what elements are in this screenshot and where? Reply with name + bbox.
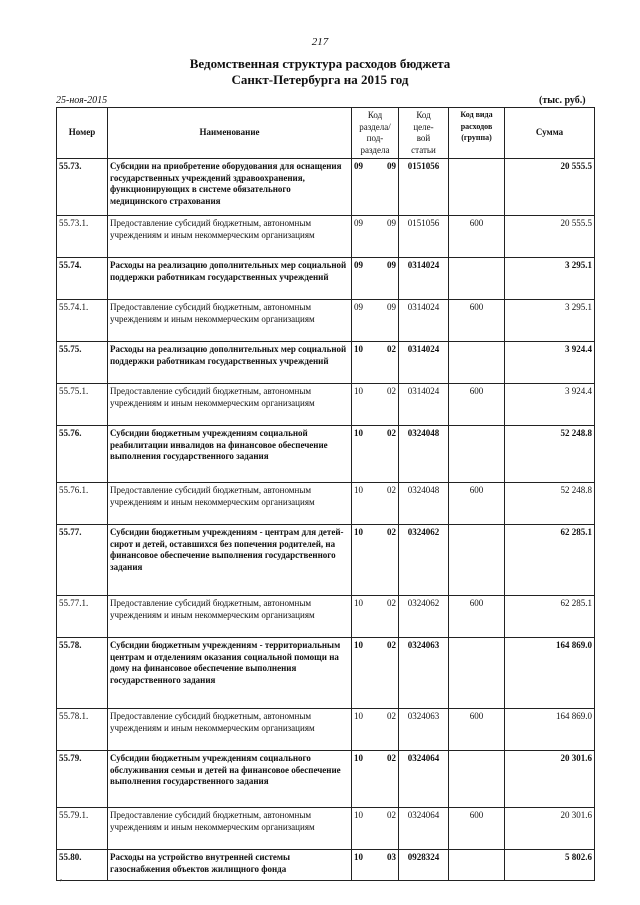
row-expense-code: 600 [449,384,505,426]
table-row [57,300,595,342]
header-article-line: Код [416,110,431,120]
document-date: 25-ноя-2015 [56,95,108,106]
row-section-code [352,426,399,483]
row-article-code: 0324064 [399,808,449,850]
table-row [57,596,595,638]
row-name: Субсидии на приобретение оборудования для оснащения государственных учреждений здравоохранения, функционирующих в системе обязательного медицинского страхования [108,159,352,216]
row-sum: 20 555.5 [505,216,595,258]
header-expense-code [449,108,505,159]
table-row [57,638,595,709]
document-title [0,56,640,88]
title-line-2: Санкт-Петербурга на 2015 год [231,72,409,87]
row-number: 55.75. [57,342,108,384]
row-expense-code [449,426,505,483]
row-name: Субсидии бюджетным учреждениям - территориальным центрам и отделениям оказания социальной помощи на дому на финансовое обеспечение выполнения государственного задания [108,638,352,709]
header-section-line: Код [367,110,383,120]
table-row [57,384,595,426]
row-expense-code [449,751,505,808]
row-article-code: 0324048 [399,426,449,483]
units-label: (тыс. руб.) [539,95,586,106]
table-row [57,751,595,808]
row-section-code [352,216,399,258]
row-expense-code [449,159,505,216]
row-number: 55.79.1. [57,808,108,850]
table-row [57,709,595,751]
row-subsection: 02 [387,711,396,721]
row-section-code [352,342,399,384]
header-section-code [352,108,399,159]
row-sum: 164 869.0 [505,638,595,709]
row-article-code: 0324048 [399,483,449,525]
row-number: 55.77.1. [57,596,108,638]
row-section: 10 [354,485,363,495]
row-section-code [352,709,399,751]
table-row [57,850,595,881]
row-article-code: 0324062 [399,525,449,596]
row-number: 55.76.1. [57,483,108,525]
row-article-code: 0314024 [399,300,449,342]
row-article-code: 0324064 [399,751,449,808]
row-sum: 20 301.6 [505,751,595,808]
row-sum: 20 301.6 [505,808,595,850]
table-row [57,525,595,596]
table-row [57,258,595,300]
row-sum: 3 295.1 [505,258,595,300]
row-sum: 5 802.6 [505,850,595,881]
row-sum: 20 555.5 [505,159,595,216]
row-subsection: 09 [387,302,396,312]
row-sum: 52 248.8 [505,483,595,525]
row-section-code [352,384,399,426]
row-section: 09 [354,161,363,171]
header-section-line: раздела [360,144,390,155]
row-expense-code: 600 [449,216,505,258]
row-section: 10 [354,753,363,763]
row-section-code [352,525,399,596]
header-article-line: целе- [413,121,434,132]
row-number: 55.78.1. [57,709,108,751]
row-number: 55.80. [57,850,108,881]
row-subsection: 02 [387,753,396,763]
row-section: 09 [354,260,363,270]
header-number: Номер [57,108,108,159]
row-number: 55.79. [57,751,108,808]
row-section-code [352,159,399,216]
row-number: 55.73. [57,159,108,216]
row-subsection: 02 [387,810,396,820]
page-number: 217 [311,36,329,48]
header-article-line: вой [416,133,431,143]
row-number: 55.78. [57,638,108,709]
row-subsection: 02 [387,485,396,495]
row-subsection: 09 [387,218,396,228]
row-number: 55.74. [57,258,108,300]
row-expense-code: 600 [449,709,505,751]
row-section: 10 [354,711,363,721]
table-row [57,483,595,525]
row-section: 10 [354,598,363,608]
row-number: 55.75.1. [57,384,108,426]
table-header-row [57,108,595,159]
header-article-line: статьи [411,144,436,155]
row-number: 55.73.1. [57,216,108,258]
header-expense-line: расходов [460,121,493,131]
header-expense-line: (группа) [461,133,492,142]
row-section-code [352,751,399,808]
table-row [57,426,595,483]
row-name: Субсидии бюджетным учреждениям социального обслуживания семьи и детей на финансовое обеспечение выполнения государственного задания [108,751,352,808]
row-sum: 3 924.4 [505,384,595,426]
row-subsection: 02 [387,640,396,650]
row-subsection: 02 [387,598,396,608]
header-section-line: раздела/ [359,121,391,132]
table-row [57,159,595,216]
row-section: 10 [354,386,363,396]
row-section: 10 [354,640,363,650]
row-expense-code: 600 [449,596,505,638]
page-mark: , [60,872,63,882]
header-sum: Сумма [505,108,595,159]
row-sum: 3 295.1 [505,300,595,342]
row-sum: 164 869.0 [505,709,595,751]
row-expense-code: 600 [449,808,505,850]
table-row [57,808,595,850]
row-section-code [352,483,399,525]
row-name: Предоставление субсидий бюджетным, автономным учреждениям и иным некоммерческим организациям [108,483,352,525]
row-subsection: 02 [387,344,396,354]
row-name: Предоставление субсидий бюджетным, автономным учреждениям и иным некоммерческим организациям [108,596,352,638]
row-expense-code: 600 [449,483,505,525]
row-section: 09 [354,302,363,312]
row-name: Предоставление субсидий бюджетным, автономным учреждениям и иным некоммерческим организациям [108,384,352,426]
row-section-code [352,850,399,881]
header-article-code [399,108,449,159]
row-section: 10 [354,852,363,862]
row-name: Предоставление субсидий бюджетным, автономным учреждениям и иным некоммерческим организациям [108,216,352,258]
row-section: 09 [354,218,363,228]
row-article-code: 0928324 [399,850,449,881]
title-line-1: Ведомственная структура расходов бюджета [189,56,451,71]
row-section-code [352,638,399,709]
row-subsection: 02 [387,428,396,438]
row-name: Предоставление субсидий бюджетным, автономным учреждениям и иным некоммерческим организациям [108,300,352,342]
table-body [57,159,595,881]
row-section-code [352,808,399,850]
row-article-code: 0314024 [399,258,449,300]
row-subsection: 02 [387,386,396,396]
row-number: 55.76. [57,426,108,483]
row-subsection: 09 [387,161,396,171]
row-section-code [352,258,399,300]
row-article-code: 0151056 [399,159,449,216]
row-article-code: 0151056 [399,216,449,258]
row-name: Субсидии бюджетным учреждениям социальной реабилитации инвалидов на финансовое обеспечение выполнения государственного задания [108,426,352,483]
row-article-code: 0324062 [399,596,449,638]
row-subsection: 02 [387,527,396,537]
budget-table [56,107,595,881]
row-subsection: 09 [387,260,396,270]
row-name: Расходы на реализацию дополнительных мер социальной поддержки работникам государственных учреждений [108,258,352,300]
row-expense-code [449,638,505,709]
row-sum: 62 285.1 [505,525,595,596]
row-expense-code: 600 [449,300,505,342]
row-article-code: 0314024 [399,384,449,426]
header-expense-line: Код вида [460,110,493,119]
row-number: 55.74.1. [57,300,108,342]
row-article-code: 0324063 [399,709,449,751]
row-expense-code [449,258,505,300]
row-section: 10 [354,428,363,438]
row-expense-code [449,850,505,881]
row-subsection: 03 [387,852,396,862]
row-name: Расходы на реализацию дополнительных мер социальной поддержки работникам государственных учреждений [108,342,352,384]
header-section-line: под- [366,133,384,143]
row-name: Предоставление субсидий бюджетным, автономным учреждениям и иным некоммерческим организациям [108,709,352,751]
row-section-code [352,596,399,638]
row-sum: 52 248.8 [505,426,595,483]
row-section: 10 [354,344,363,354]
row-expense-code [449,342,505,384]
row-name: Субсидии бюджетным учреждениям - центрам для детей-сирот и детей, оставшихся без попечения родителей, на финансовое обеспечение выполнения государственного задания [108,525,352,596]
row-sum: 3 924.4 [505,342,595,384]
row-number: 55.77. [57,525,108,596]
table-row [57,216,595,258]
row-section: 10 [354,810,363,820]
row-article-code: 0324063 [399,638,449,709]
row-name: Предоставление субсидий бюджетным, автономным учреждениям и иным некоммерческим организациям [108,808,352,850]
header-name: Наименование [108,108,352,159]
row-sum: 62 285.1 [505,596,595,638]
table-row [57,342,595,384]
row-expense-code [449,525,505,596]
row-name: Расходы на устройство внутренней системы газоснабжения объектов жилищного фонда [108,850,352,881]
row-article-code: 0314024 [399,342,449,384]
row-section-code [352,300,399,342]
row-section: 10 [354,527,363,537]
